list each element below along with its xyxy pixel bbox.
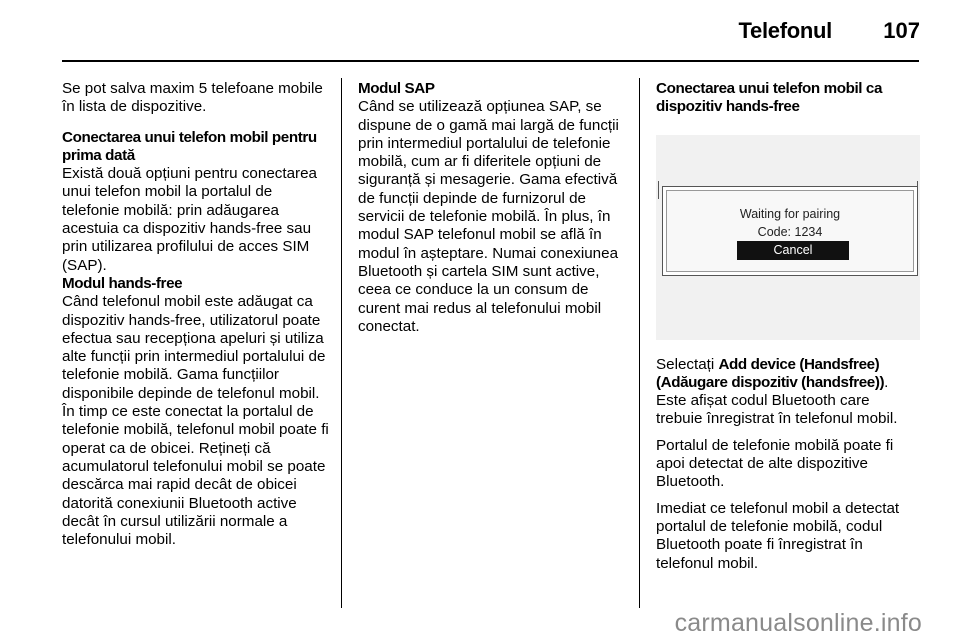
page-header xyxy=(0,0,960,60)
display-screen-inner xyxy=(666,190,914,272)
section-heading-handsfree-connection: Conectarea unui telefon mobil ca dispozitiv hands-free xyxy=(656,80,883,116)
waiting-for-pairing-text: Waiting for pairing xyxy=(739,206,841,221)
intro-paragraph: Se pot salva maxim 5 telefoane mobile în lista de dispozitive. xyxy=(62,80,323,116)
subheading-sap-mode: Modul SAP xyxy=(358,80,435,97)
column-2 xyxy=(358,80,626,336)
figure-edge-marker-left xyxy=(658,181,659,199)
subheading-handsfree-mode: Modul hands-free xyxy=(62,274,183,292)
options-paragraph: Există două opțiuni pentru conectarea unui telefon mobil la portalul de telefonie mobilă: prin adăugarea acestuia ca dispozitiv hands-free sau prin utilizarea profilului de acces SIM (SAP). xyxy=(62,165,317,274)
header-rule xyxy=(62,60,919,62)
section-heading-first-connection: Conectarea unui telefon mobil pentru prima dată xyxy=(62,128,317,164)
sap-paragraph: Când se utilizează opțiunea SAP, se dispune de o gamă mai largă de funcții prin intermediul portalului de telefonie mobilă, cum ar fi diferitele opțiuni de siguranță și mesagerie. Gama efectivă de funcții depinde de furnizorul de servicii de telefonie mobilă. În plus, în modul SAP telefonul mobil se află în modul în așteptare. Numai conexiunea Bluetooth și cartela SIM sunt active, ceea ce conduce la un consum de curent mai redus al telefonului mobil conectat. xyxy=(358,98,619,335)
column-3 xyxy=(656,80,920,573)
menu-item-add-device: Add device (Handsfree) (Adăugare dispozitiv (handsfree)) xyxy=(656,355,885,391)
handsfree-paragraph: Când telefonul mobil este adăugat ca dispozitiv hands-free, utilizatorul poate efectua sau recepționa apeluri și utiliza alte funcții prin intermediul portalului de telefonie mobilă. Gama funcțiilor disponibile depinde de telefonul mobil. În timp ce este conectat la portalul de telefonie mobilă, telefonul mobil poate fi operat ca de obicei. Rețineți că acumulatorul telefonului mobil se poate descărca mai rapid decât de obicei datorită conexiunii Bluetooth active decât în cursul utilizării normale a telefonului mobil. xyxy=(62,293,329,549)
select-prefix: Selectați xyxy=(656,355,719,373)
watermark-text: carmanualsonline.info xyxy=(674,609,922,637)
column-divider-2 xyxy=(639,78,640,608)
pairing-code-text: Code: 1234 xyxy=(757,224,823,239)
page-title: Telefonul xyxy=(738,18,832,43)
cancel-button[interactable]: Cancel xyxy=(737,241,849,260)
select-suffix: . Este afișat codul Bluetooth care trebuie înregistrat în telefonul mobil. xyxy=(656,373,898,428)
pairing-screen-figure xyxy=(656,135,920,340)
column-1 xyxy=(62,80,329,549)
display-screen xyxy=(662,186,918,276)
page-number: 107 xyxy=(883,18,920,43)
registration-paragraph: Imediat ce telefonul mobil a detectat portalul de telefonie mobilă, codul Bluetooth poate fi înregistrat în telefonul mobil. xyxy=(656,499,900,572)
select-paragraph xyxy=(656,356,920,429)
column-divider-1 xyxy=(341,78,342,608)
detection-paragraph: Portalul de telefonie mobilă poate fi apoi detectat de alte dispozitive Bluetooth. xyxy=(656,436,894,491)
